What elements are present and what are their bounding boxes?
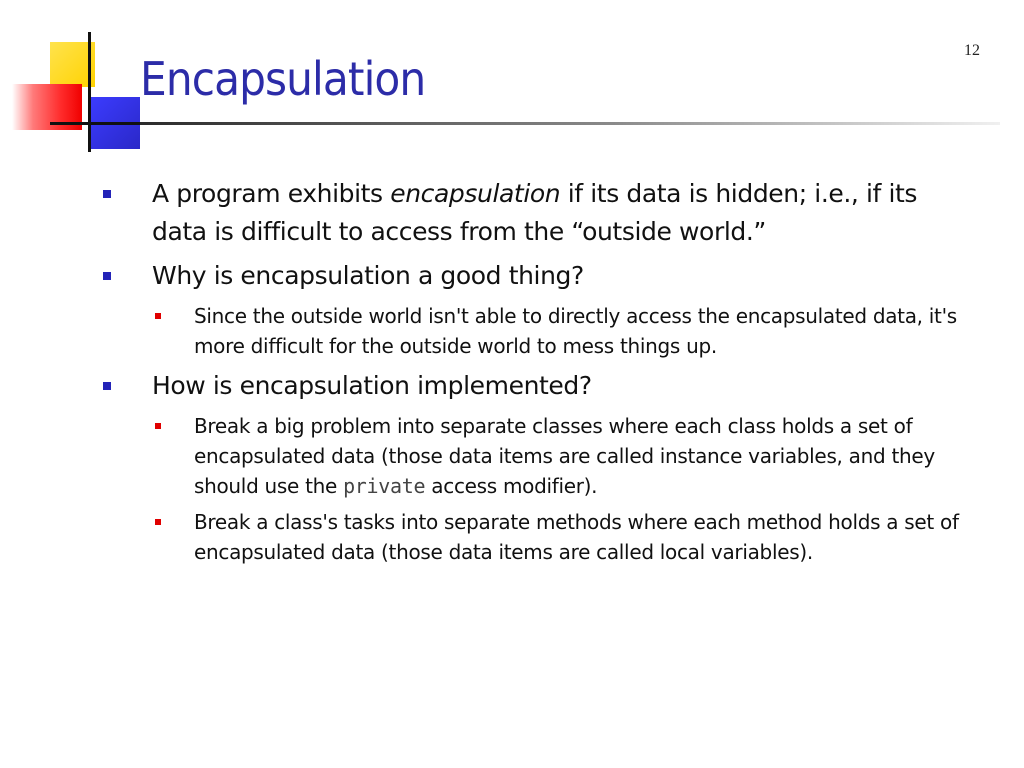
slide-title: Encapsulation [140, 52, 426, 106]
sub-bullet-marker [155, 313, 161, 319]
bullet-text: How is encapsulation implemented? [152, 371, 592, 400]
decorative-vertical-line [88, 32, 91, 152]
bullet-marker [103, 272, 111, 280]
sub-bullet-methods [152, 507, 960, 567]
code-keyword-private: private [343, 474, 426, 498]
sub-bullet-text: Since the outside world isn't able to directly access the encapsulated data, it's more difficult for the outside world to mess things up. [194, 304, 957, 358]
sub-bullet-text-suffix: access modifier). [425, 474, 598, 498]
sub-bullet-text-prefix: Break a big problem into separate classes where each class holds a set of encapsulated data (those data items are called instance variables, and they should use the [194, 414, 935, 498]
bullet-how-implemented [100, 367, 960, 405]
sub-bullet-marker [155, 423, 161, 429]
bullet-text-prefix: A program exhibits [152, 179, 391, 208]
slide-body [100, 175, 960, 573]
decorative-horizontal-line [50, 122, 145, 125]
bullet-marker [103, 190, 111, 198]
sub-bullet-marker [155, 519, 161, 525]
bullet-encapsulation-definition [100, 175, 960, 251]
sub-bullet-classes [152, 411, 960, 501]
sub-bullet-outside-world [152, 301, 960, 361]
title-underline-rule [140, 122, 1000, 125]
bullet-why-encapsulation [100, 257, 960, 295]
bullet-marker [103, 382, 111, 390]
bullet-text: Why is encapsulation a good thing? [152, 261, 584, 290]
bullet-emphasis: encapsulation [390, 179, 561, 208]
bullet-text-suffix: if its data is hidden; i.e., if its data is difficult to access from the “outside world.” [152, 179, 918, 246]
page-number: 12 [964, 42, 980, 59]
sub-bullet-text: Break a class's tasks into separate methods where each method holds a set of encapsulated data (those data items are called local variables). [194, 510, 959, 564]
